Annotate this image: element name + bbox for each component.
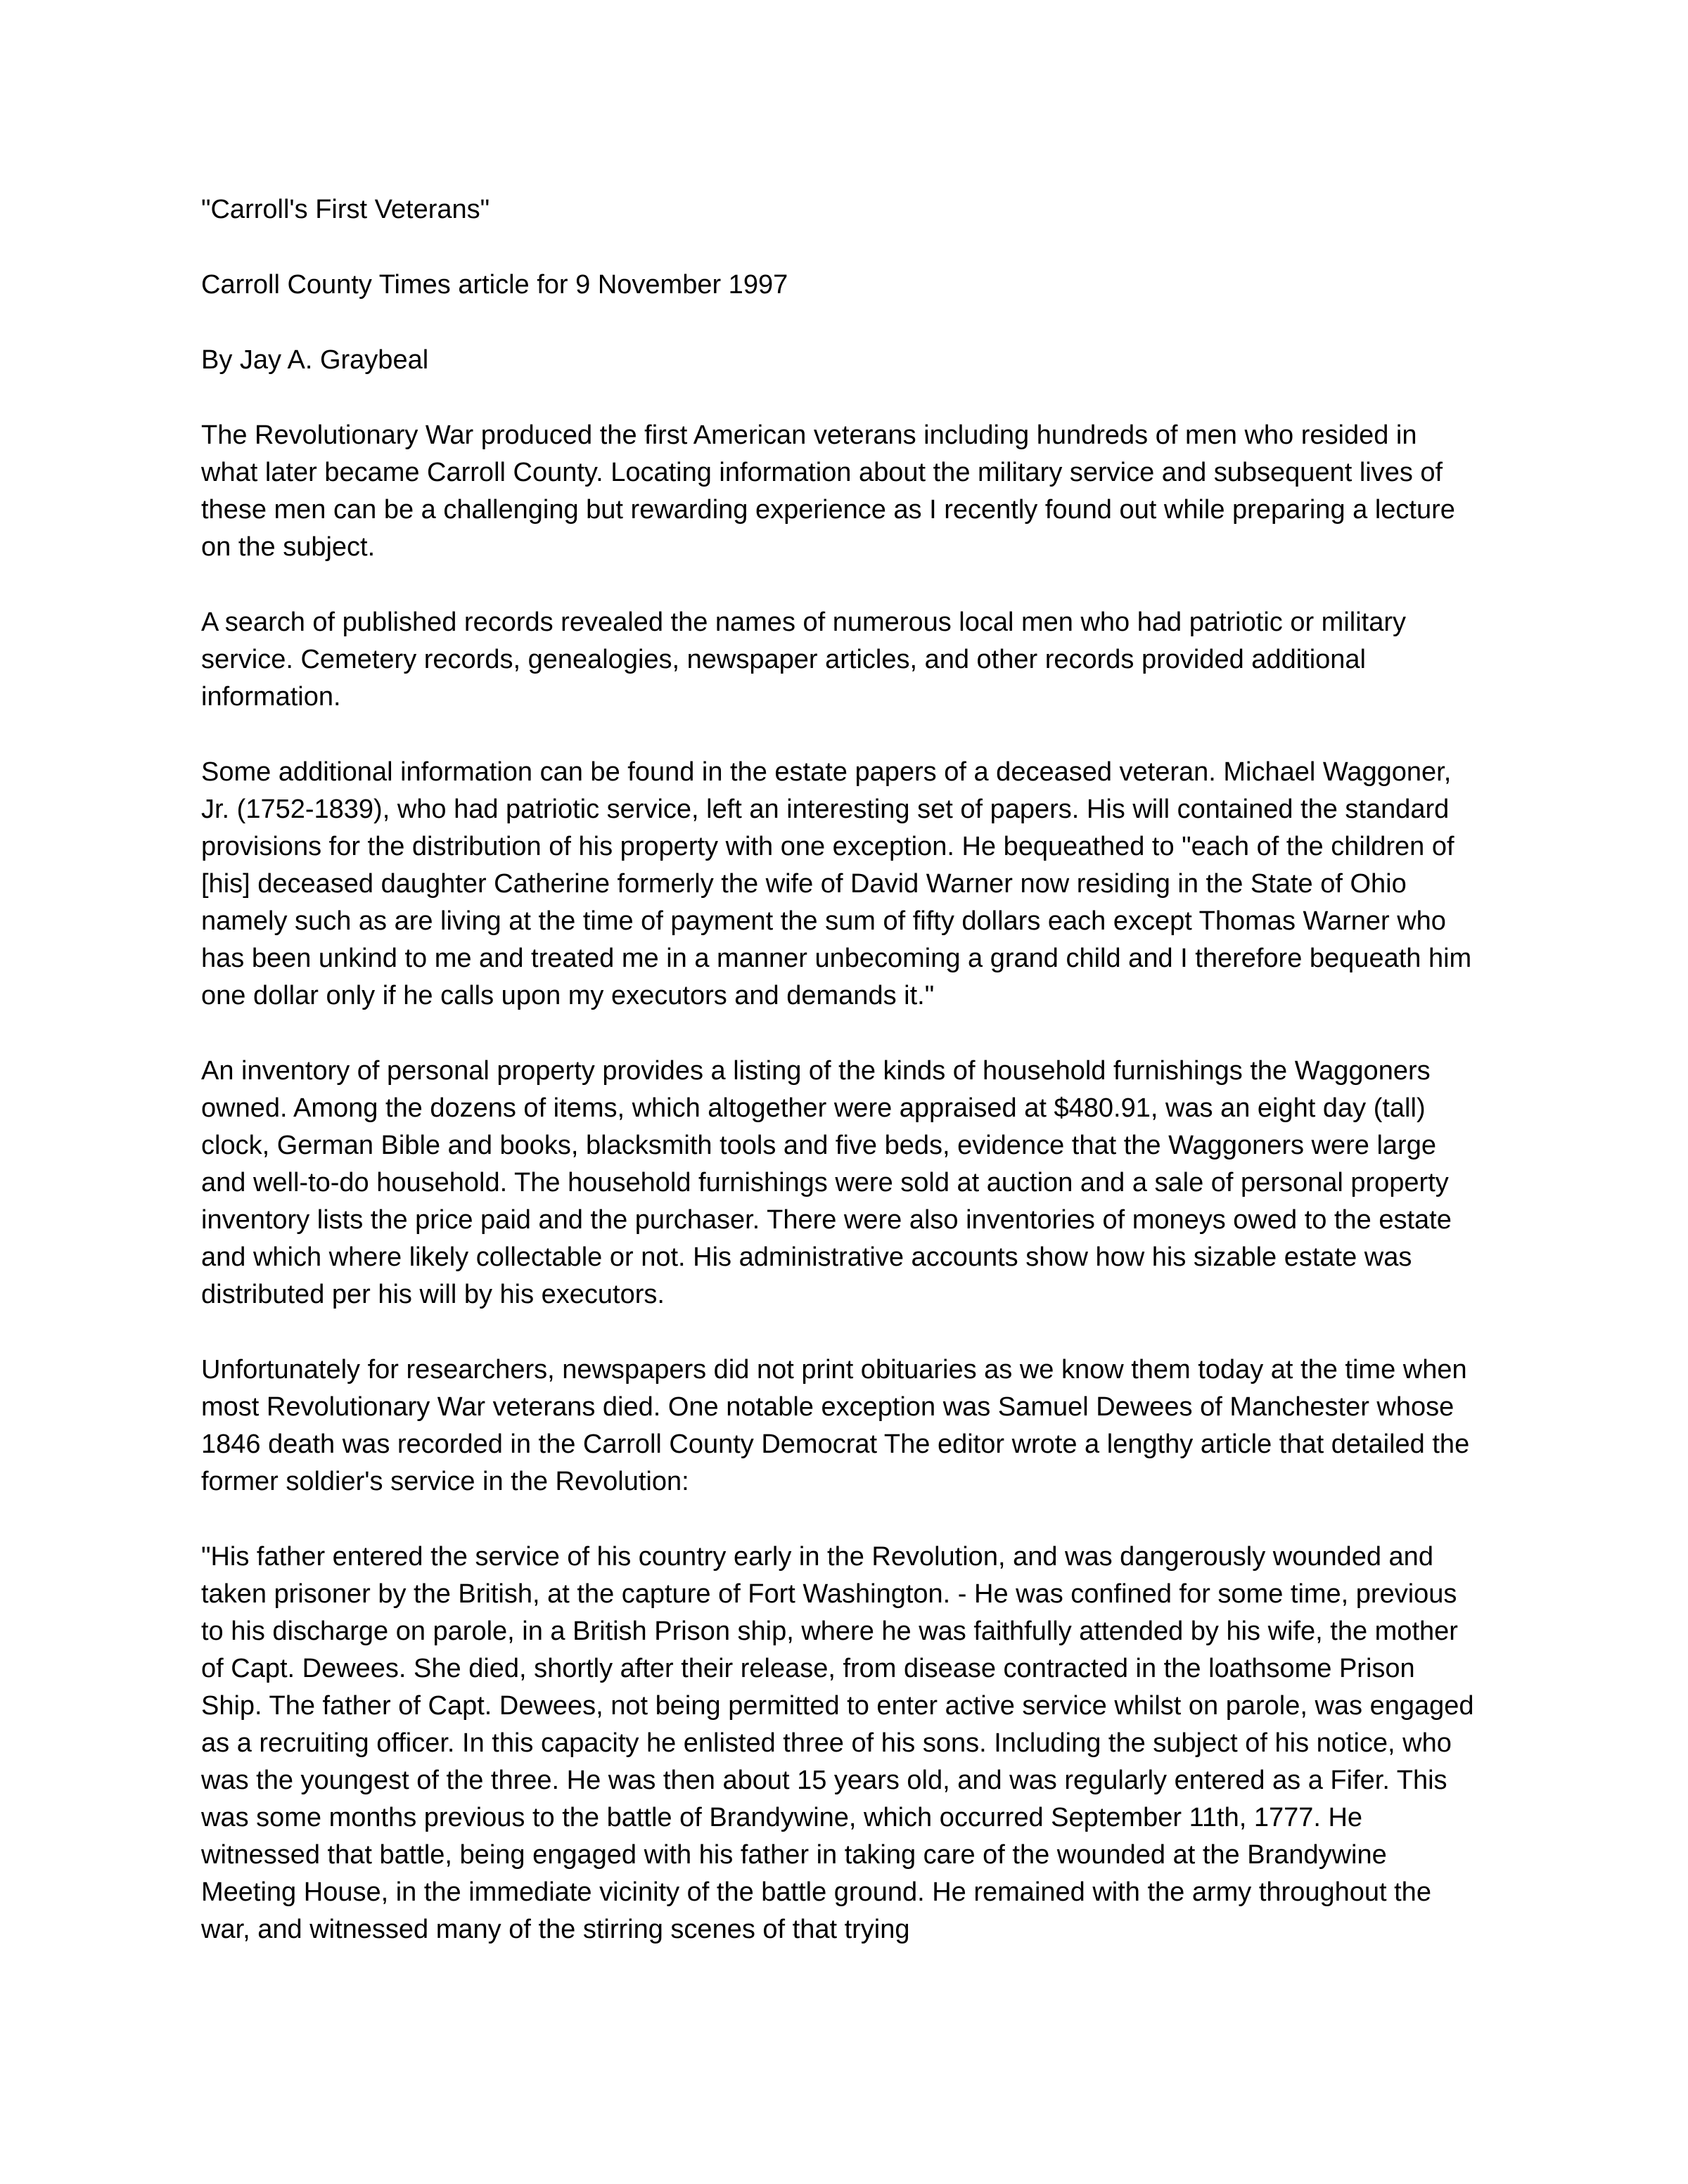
paragraph-waggoner-will: Some additional information can be found in the estate papers of a deceased veteran. Michael Waggoner, Jr. (1752-1839), who had patriotic service, left an interesting set of papers. His will contained the standard provisions for the distribution of his property with one exception. He bequeathed to "each of the children of [his] deceased daughter Catherine formerly the wife of David Warner now residing in the State of Ohio namely such as are living at the time of payment the sum of fifty dollars each except Thomas Warner who has been unkind to me and treated me in a manner unbecoming a grand child and I therefore bequeath him one dollar only if he calls upon my executors and demands it."	[201, 757, 1472, 1010]
document-byline: By Jay A. Graybeal	[201, 345, 429, 375]
paragraph-inventory: An inventory of personal property provides a listing of the kinds of household furnishings the Waggoners owned. Among the dozens of items, which altogether were appraised at $480.91, was an eight day (tall) clock, German Bible and books, blacksmith tools and five beds, evidence that the Waggoners were large and well-to-do household. The household furnishings were sold at auction and a sale of personal property inventory lists the price paid and the purchaser. There were also inventories of moneys owed to the estate and which where likely collectable or not. His administrative accounts show how his sizable estate was distributed per his will by his executors.	[201, 1056, 1452, 1309]
paragraph-obituaries: Unfortunately for researchers, newspapers did not print obituaries as we know them today at the time when most Revolutionary War veterans died. One notable exception was Samuel Dewees of Manchester whose 1846 death was recorded in the Carroll County Democrat The editor wrote a lengthy article that detailed the former soldier's service in the Revolution:	[201, 1355, 1470, 1496]
paragraph-records-search: A search of published records revealed the names of numerous local men who had patriotic or military service. Cemetery records, genealogies, newspaper articles, and other records provided additional information.	[201, 608, 1406, 712]
paragraph-dewees-quote: "His father entered the service of his country early in the Revolution, and was dangerously wounded and taken prisoner by the British, at the capture of Fort Washington. - He was confined for some time, previous to his discharge on parole, in a British Prison ship, where he was faithfully attended by his wife, the mother of Capt. Dewees. She died, shortly after their release, from disease contracted in the loathsome Prison Ship. The father of Capt. Dewees, not being permitted to enter active service whilst on parole, was engaged as a recruiting officer. In this capacity he enlisted three of his sons. Including the subject of his notice, who was the youngest of the three. He was then about 15 years old, and was regularly entered as a Fifer. This was some months previous to the battle of Brandywine, which occurred September 11th, 1777. He witnessed that battle, being engaged with his father in taking care of the wounded at the Brandywine Meeting House, in the immediate vicinity of the battle ground. He remained with the army throughout the war, and witnessed many of the stirring scenes of that trying	[201, 1542, 1474, 1944]
paragraph-intro: The Revolutionary War produced the first American veterans including hundreds of men who resided in what later became Carroll County. Locating information about the military service and subsequent lives of these men can be a challenging but rewarding experience as I recently found out while preparing a lecture on the subject.	[201, 420, 1455, 562]
document-source-line: Carroll County Times article for 9 November 1997	[201, 270, 788, 300]
document-title: "Carroll's First Veterans"	[201, 195, 490, 224]
